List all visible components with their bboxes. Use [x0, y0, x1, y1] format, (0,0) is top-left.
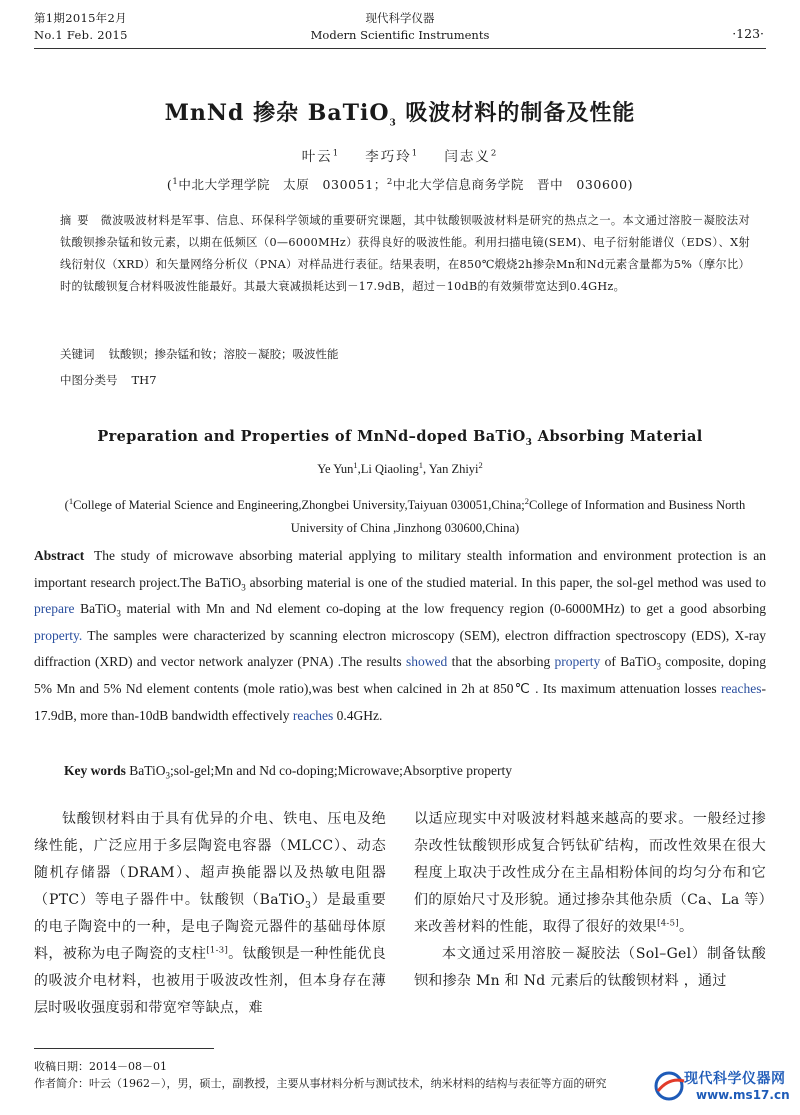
watermark-name: 现代科学仪器网	[684, 1071, 786, 1087]
body-column-left: 钛酸钡材料由于具有优异的介电、铁电、压电及绝缘性能，广泛应用于多层陶瓷电容器（MLCC）、动态随机存储器（DRAM）、超声换能器以及热敏电阻器（PTC）等电子器件中。钛酸钡（BaTiO$_3$）是最重要的电子陶瓷中的一种，是电子陶瓷元器件的基础母体原料，被称为电子陶瓷的支柱[1-3]。钛酸钡是一种性能优良的吸波介电材料，也被用于吸波改性剂，但本身存在薄层时吸收强度弱和带宽窄等缺点，难	[34, 811, 386, 1016]
citation: [1-3]	[206, 945, 229, 956]
paragraph: 本文通过采用溶胶－凝胶法（Sol–Gel）制备钛酸钡和掺杂 Mn 和 Nd 元素后的钛酸钡材料 ，通过	[414, 946, 766, 989]
site-logo-icon	[654, 1069, 688, 1103]
author-name: 李巧玲	[365, 149, 412, 165]
dictionary-link[interactable]: reaches	[292, 707, 334, 723]
dictionary-link[interactable]: showed	[405, 654, 448, 670]
dictionary-link[interactable]: prepare	[34, 601, 75, 617]
abstract-cn-label: 摘要	[60, 214, 95, 227]
issue-cn: 第1期2015年2月	[34, 11, 127, 25]
page-number: ·123·	[732, 26, 764, 41]
classification-cn: 中图分类号 TH7	[60, 373, 157, 387]
body-column-right	[414, 806, 766, 995]
article-title-en: Preparation and Properties of MnNd–doped BaTiO$_3$ Absorbing Material	[97, 428, 703, 448]
journal-en: Modern Scientific Instruments	[310, 28, 490, 42]
abstract-cn-text: 微波吸波材料是军事、信息、环保科学领域的重要研究课题，其中钛酸钡吸波材料是研究的热点之一。本文通过溶胶－凝胶法对钛酸钡掺杂锰和钕元素，以期在低频区（0—6000MHz）获得良好的吸波性能。利用扫描电镜(SEM)、电子衍射能谱仪（EDS）、X射线衍射仪（XRD）和矢量网络分析仪（PNA）对样品进行表征。结果表明，在850℃煅烧2h掺杂Mn和Nd元素含量都为5%（摩尔比）时的钛酸钡复合材料吸波性能最好。其最大衰减损耗达到－17.9dB，超过－10dB的有效频带宽达到0.4GHz。	[60, 214, 750, 293]
abstract-en: Abstract The study of microwave absorbing material applying to military stealth information and environment protection is an important research project.The BaTiO$_3$ absorbing material is one of the studied material. In this paper, the sol-gel method was used to prepare BaTiO$_3$ material with Mn and Nd element co-doping at the low frequency region (0-6000MHz) to get a good absorbing property. The samples were characterized by scanning electron microscopy (SEM), electron diffraction spectroscopy (EDS), X-ray diffraction (XRD) and vector network analyzer (PNA) .The results showed that the absorbing property of BaTiO$_3$ composite, doping 5% Mn and 5% Nd element contents (mole ratio),was best when calcined in 2h at 850℃ . Its maximum attenuation losses reaches-17.9dB, more than-10dB bandwidth effectively reaches 0.4GHz.	[34, 548, 766, 723]
paragraph: 以适应现实中对吸波材料越来越高的要求。一般经过掺杂改性钛酸钡形成复合钙钛矿结构，而改性效果在很大程度上取决于改性成分在主晶相粉体间的均匀分布和它们的原始尺寸及形貌。通过掺杂其他杂质（Ca、La 等）来改善材料的性能，取得了很好的效果[4-5]。	[414, 811, 766, 935]
abstract-en-label: Abstract	[34, 548, 85, 563]
journal-cn: 现代科学仪器	[365, 11, 435, 25]
authors-en: Ye Yun$^1$,Li Qiaoling$^1$, Yan Zhiyi$^2$	[317, 459, 483, 476]
citation: [4-5]	[657, 918, 679, 929]
watermark-url: www.ms17.cn	[696, 1088, 790, 1102]
dictionary-link[interactable]: reaches	[721, 680, 762, 696]
issue-en: No.1 Feb. 2015	[34, 28, 128, 42]
keywords-en-label: Key words	[64, 763, 126, 778]
dictionary-link[interactable]: property.	[34, 627, 83, 643]
author-name: 叶云	[301, 149, 333, 165]
keywords-en: Key words BaTiO$_3$;sol-gel;Mn and Nd co-doping;Microwave;Absorptive property	[64, 763, 512, 781]
footnote-divider	[34, 1048, 214, 1049]
author-name: 闫志义	[444, 149, 491, 165]
footnote-author: 作者简介：叶云（1962－），男，硕士，副教授，主要从事材料分析与测试技术，纳米材料的结构与表征等方面的研究	[34, 1077, 607, 1090]
running-header-issue	[34, 10, 128, 44]
header-divider	[34, 48, 766, 49]
running-header-journal	[270, 10, 530, 44]
keywords-cn: 关键词 钛酸钡；掺杂锰和钕；溶胶－凝胶；吸波性能	[60, 347, 339, 361]
affiliation-cn: ($^1$中北大学理学院 太原 030051；$^2$中北大学信息商务学院 晋中 030600)	[166, 176, 634, 192]
footnote-received: 收稿日期：2014－08－01	[34, 1060, 167, 1073]
dictionary-link[interactable]: property	[554, 654, 601, 670]
site-watermark	[654, 1066, 792, 1108]
authors-cn: 叶云$^1$ 李巧玲$^1$ 闫志义$^2$	[301, 148, 499, 165]
article-title-cn: MnNd 掺杂 BaTiO$_3$ 吸波材料的制备及性能	[164, 100, 636, 129]
abstract-cn	[60, 210, 750, 298]
affiliation-en: ($^1$College of Material Science and Engineering,Zhongbei University,Taiyuan 030051,China;$^2$College of Information and Business North University of China ,Jinzhong 030600,China)	[64, 495, 746, 535]
